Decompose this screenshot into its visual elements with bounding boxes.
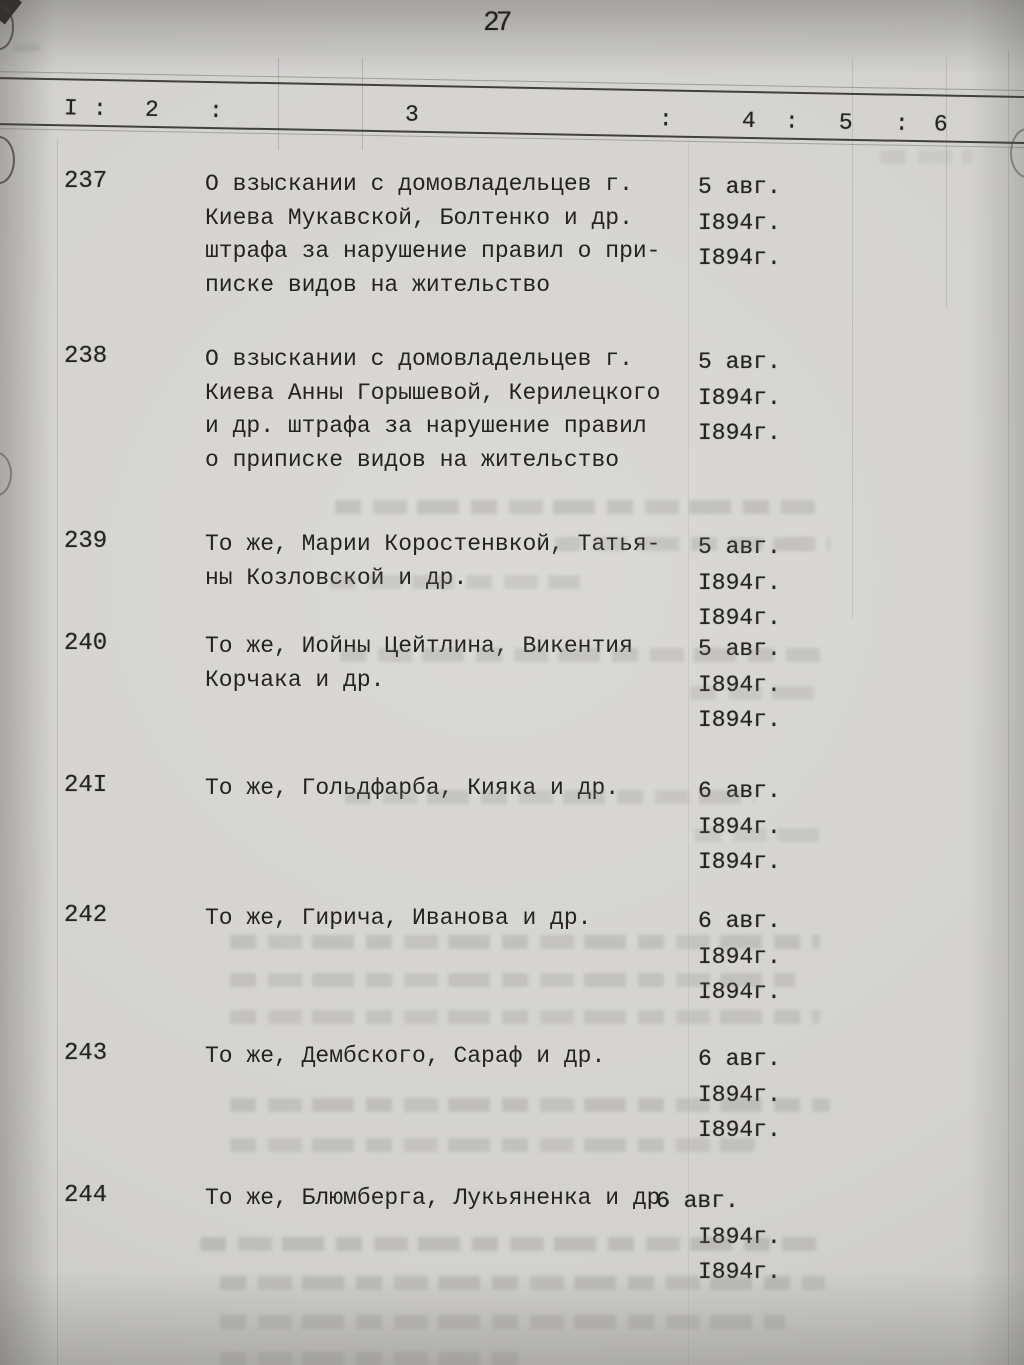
table-row: [0, 343, 1024, 503]
bleedthrough-artifact: [695, 828, 825, 842]
case-title-line: То же, Блюмберга, Лукьяненка и др.: [205, 1185, 675, 1211]
case-title-line: То же, Марии Коростенвкой, Татья-: [205, 531, 661, 557]
column-separator: :: [658, 106, 673, 133]
case-title-line: То же, Гирича, Иванова и др.: [205, 905, 592, 931]
case-title-line: штрафа за нарушение правил о при-: [205, 238, 661, 264]
date-line: 5 авг.: [698, 636, 781, 662]
case-number: 239: [64, 528, 108, 555]
case-number: 238: [64, 343, 108, 370]
date-line: I894г.: [698, 979, 781, 1005]
bleedthrough-artifact: [340, 648, 820, 662]
date-line: 5 авг.: [698, 534, 781, 560]
table-row: [0, 168, 1024, 328]
case-title: [205, 630, 633, 697]
date-line: 5 авг.: [698, 349, 781, 375]
bleedthrough-artifact: [220, 1352, 530, 1365]
column-separator: :: [784, 108, 799, 135]
date-line: 6 авг.: [698, 1046, 781, 1072]
bleedthrough-artifact: [345, 790, 755, 804]
case-title: [205, 1040, 605, 1074]
date-line: I894г.: [698, 210, 781, 236]
bleedthrough-artifact: [690, 686, 820, 700]
column-separator: :: [92, 95, 108, 122]
date-line: I894г.: [698, 1082, 781, 1108]
bleedthrough-artifact: [200, 1237, 825, 1251]
page-number: 27: [483, 8, 509, 39]
bleedthrough-artifact: [880, 150, 972, 164]
case-number: 240: [64, 630, 108, 657]
date-line: I894г.: [698, 707, 781, 733]
case-title: [205, 902, 591, 936]
case-title: [205, 168, 660, 302]
date-line: 5 авг.: [698, 174, 781, 200]
bleedthrough-artifact: [555, 537, 830, 551]
column-header-5: 5: [838, 109, 853, 136]
column-separator: :: [894, 110, 909, 137]
case-number: 242: [64, 902, 108, 929]
column-separator: :: [208, 97, 224, 125]
column-header-2: 2: [144, 96, 160, 123]
date-line: 6 авг.: [656, 1188, 739, 1214]
date-line: 6 авг.: [698, 908, 781, 934]
case-title-line: о приписке видов на жительство: [205, 446, 620, 473]
case-title: [205, 1182, 674, 1216]
date-line: I894г.: [698, 944, 781, 970]
bleedthrough-artifact: [230, 1098, 830, 1112]
bleedthrough-artifact: [230, 1010, 820, 1024]
date-line: I894г.: [698, 1117, 781, 1143]
case-number: 244: [64, 1182, 108, 1209]
date-line: I894г.: [698, 385, 781, 411]
bleedthrough-artifact: [230, 1138, 755, 1152]
bleedthrough-artifact: [230, 973, 795, 987]
date-line: I894г.: [698, 814, 781, 840]
case-title: [205, 343, 660, 477]
date-line: 6 авг.: [698, 778, 781, 804]
bleedthrough-artifact: [335, 500, 815, 514]
date-line: I894г.: [698, 570, 781, 596]
column-header-6: 6: [933, 111, 948, 138]
date-line: I894г.: [698, 1224, 781, 1250]
date-line: I894г.: [698, 245, 781, 271]
case-number: 243: [64, 1040, 108, 1067]
case-title-line: Киева Анны Горышевой, Керилецкого: [205, 379, 661, 406]
case-number: 24I: [64, 772, 108, 799]
date-line: I894г.: [698, 420, 781, 446]
case-title-line: и др. штрафа за нарушение правил: [205, 413, 647, 439]
column-header-3: 3: [404, 101, 420, 128]
case-title-line: Корчака и др.: [205, 666, 385, 693]
case-number: 237: [64, 168, 108, 195]
column-header-4: 4: [741, 107, 756, 134]
date-line: I894г.: [698, 672, 781, 698]
case-title-line: ны Козловской и др.: [205, 564, 468, 591]
bleedthrough-artifact: [330, 575, 580, 589]
bleedthrough-artifact: [220, 1315, 785, 1329]
case-title-line: То же, Иойны Цейтлина, Викентия: [205, 633, 633, 659]
date-line: I894г.: [698, 605, 781, 631]
case-title-line: Киева Мукавской, Болтенко и др.: [205, 204, 633, 231]
date-line: I894г.: [698, 1259, 781, 1285]
case-title-line: О взыскании с домовладельцев г.: [205, 346, 633, 372]
date-line: I894г.: [698, 849, 781, 875]
bleedthrough-artifact: [230, 935, 820, 949]
case-title-line: писке видов на жительство: [205, 271, 551, 298]
case-title-line: То же, Дембского, Сараф и др.: [205, 1043, 606, 1069]
case-title-line: То же, Гольдфарба, Кияка и др.: [205, 775, 620, 801]
column-header-1: I: [63, 95, 79, 122]
bleedthrough-artifact: [220, 1276, 825, 1290]
case-title-line: О взыскании с домовладельцев г.: [205, 171, 633, 197]
table-column-header: [0, 0, 1024, 169]
